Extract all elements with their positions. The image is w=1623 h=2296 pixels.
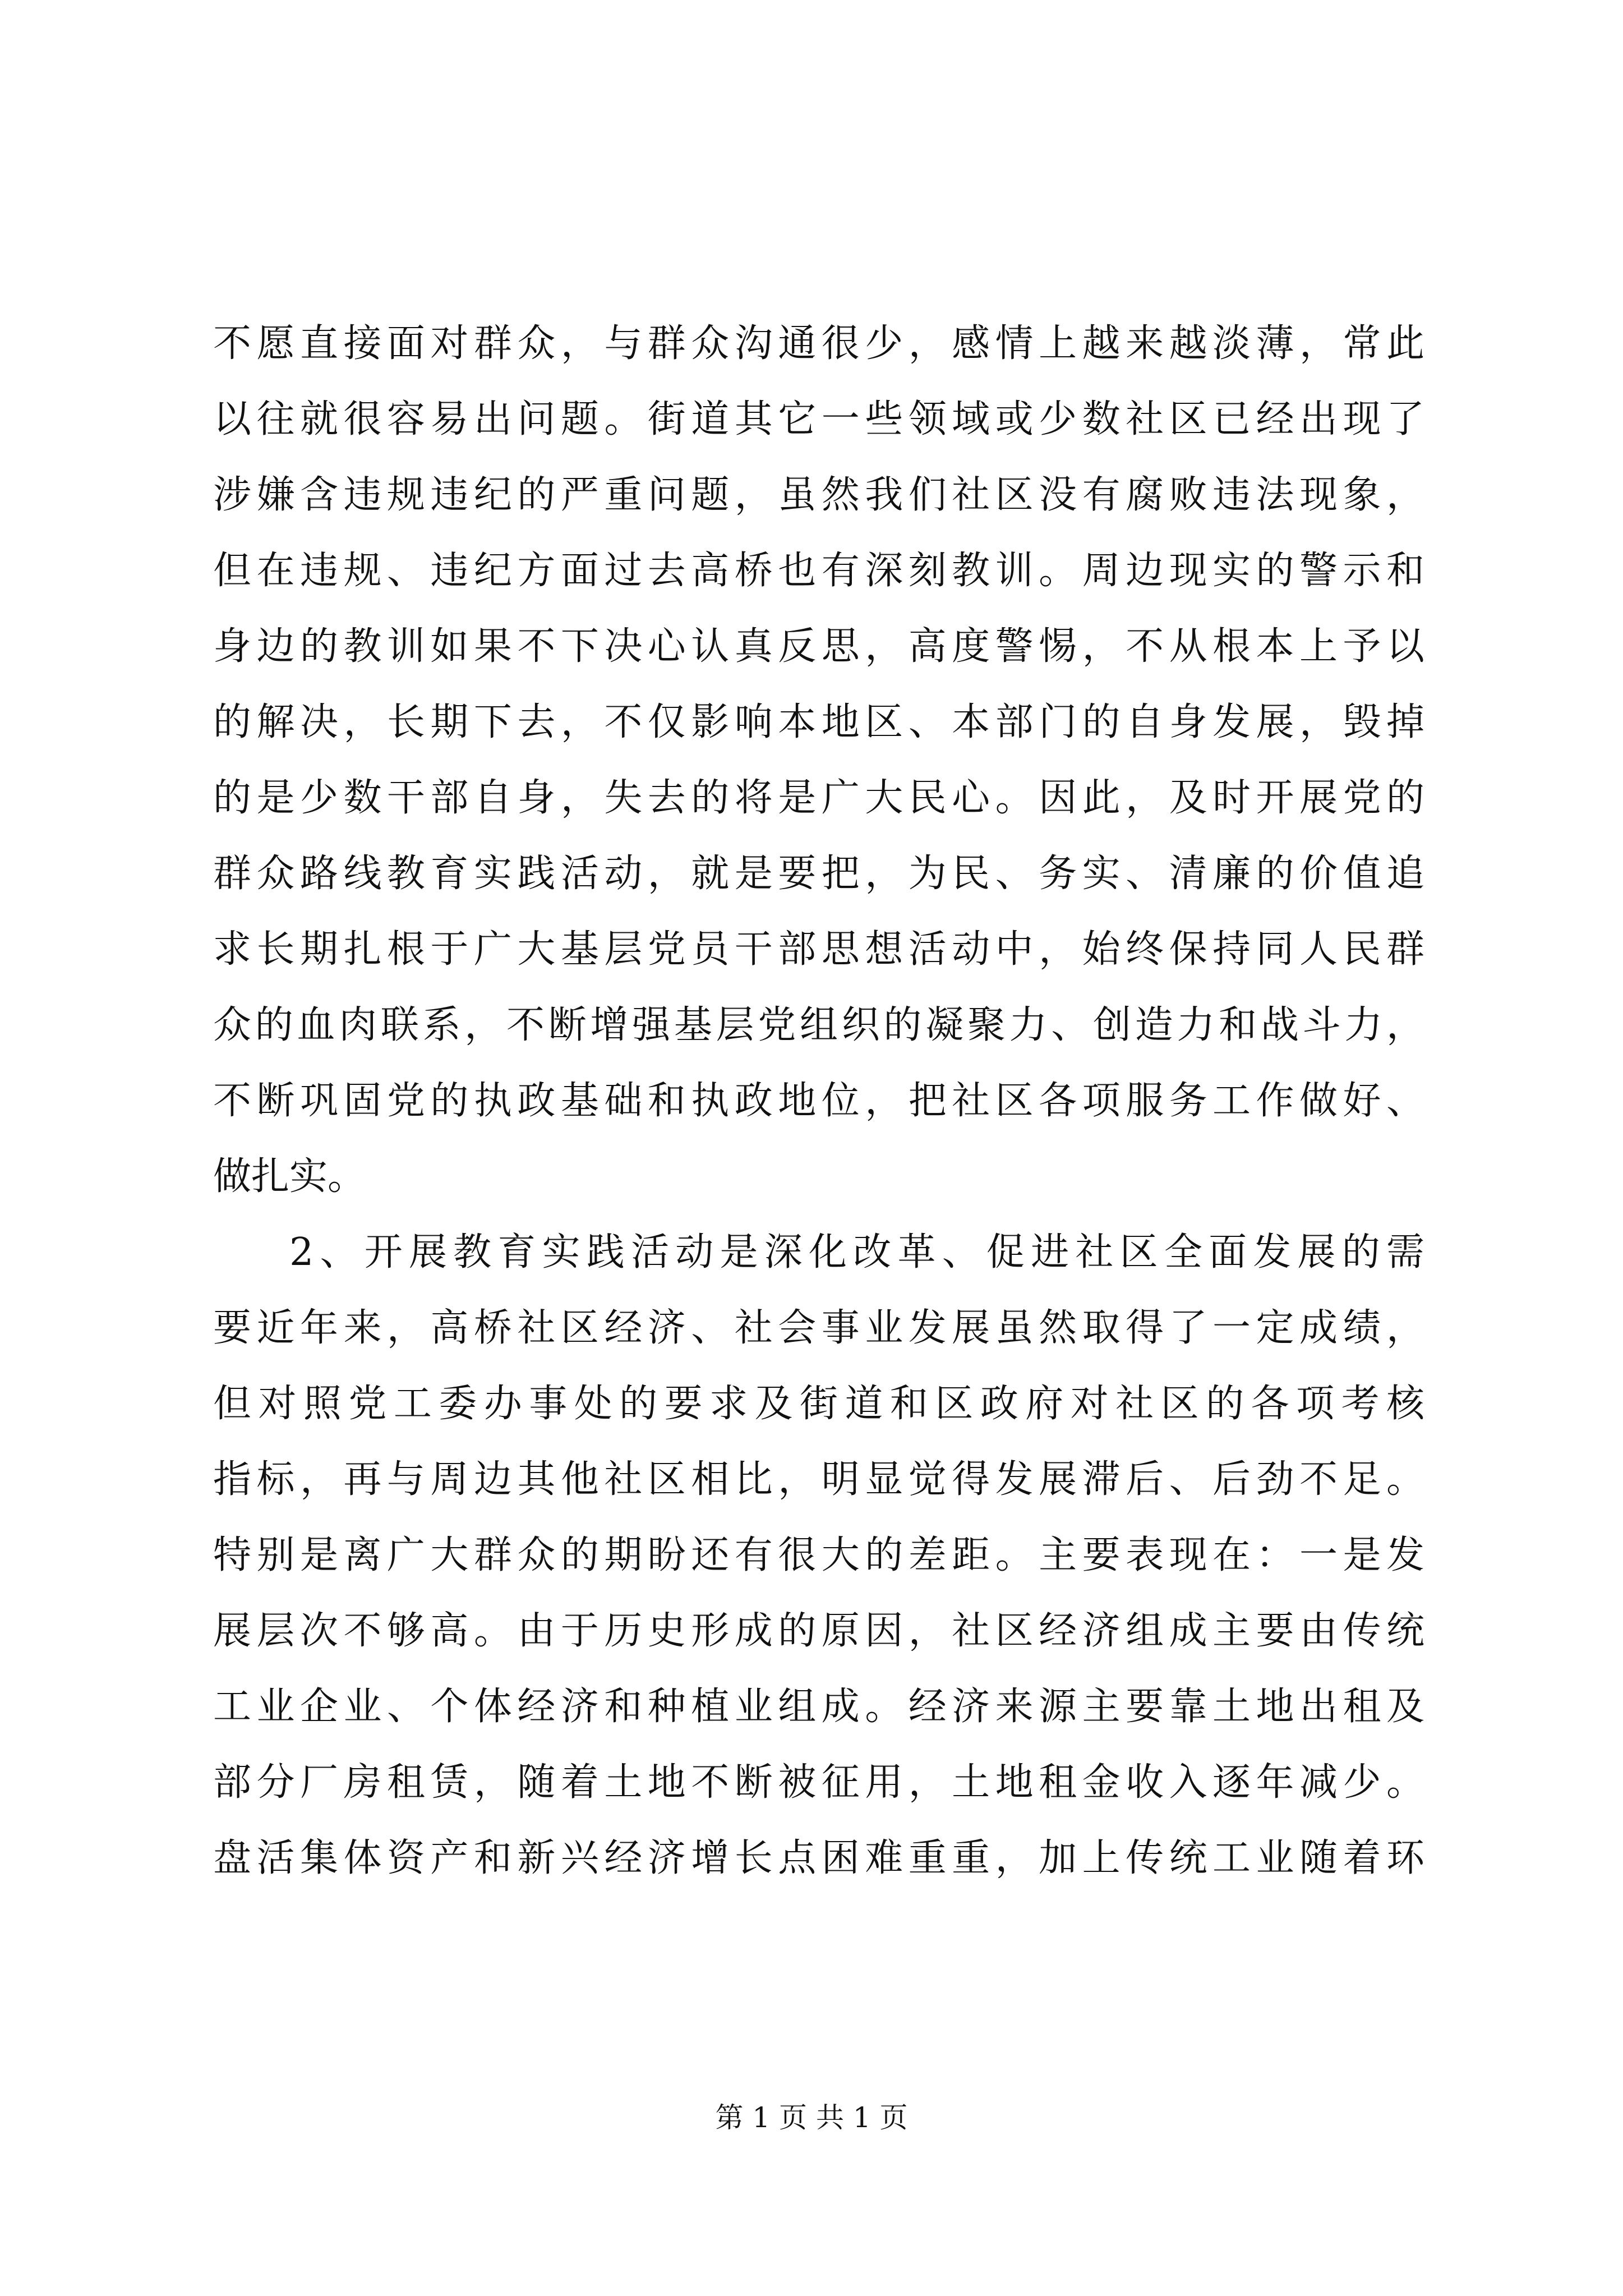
text-line: 不愿直接面对群众，与群众沟通很少，感情上越来越淡薄，常此 [213, 321, 1424, 366]
document-body [213, 306, 1424, 1896]
text-line: 但对照党工委办事处的要求及街道和区政府对社区的各项考核 [213, 1382, 1424, 1426]
text-line: 做扎实。 [213, 1154, 366, 1199]
text-line: 盘活集体资产和新兴经济增长点困难重重，加上传统工业随着环 [213, 1836, 1424, 1880]
text-line: 的解决，长期下去，不仅影响本地区、本部门的自身发展，毁掉 [213, 700, 1424, 744]
text-line: 要近年来，高桥社区经济、社会事业发展虽然取得了一定成绩， [213, 1306, 1424, 1350]
text-line: 工业企业、个体经济和种植业组成。经济来源主要靠土地出租及 [213, 1685, 1424, 1729]
text-line: 但在违规、违纪方面过去高桥也有深刻教训。周边现实的警示和 [213, 549, 1424, 593]
text-line: 特别是离广大群众的期盼还有很大的差距。主要表现在：一是发 [213, 1533, 1424, 1577]
text-line: 指标，再与周边其他社区相比，明显觉得发展滞后、后劲不足。 [213, 1457, 1424, 1502]
text-line: 不断巩固党的执政基础和执政地位，把社区各项服务工作做好、 [213, 1079, 1424, 1123]
text-line: 以往就很容易出问题。街道其它一些领域或少数社区已经出现了 [213, 397, 1424, 441]
page-number-footer: 第 1 页 共 1 页 [715, 2101, 908, 2134]
text-line: 众的血肉联系，不断增强基层党组织的凝聚力、创造力和战斗力， [213, 1003, 1424, 1047]
paragraph-first-line: 2、开展教育实践活动是深化改革、促进社区全面发展的需 [289, 1230, 1424, 1274]
text-line: 涉嫌含违规违纪的严重问题，虽然我们社区没有腐败违法现象， [213, 473, 1424, 517]
text-line: 的是少数干部自身，失去的将是广大民心。因此，及时开展党的 [213, 776, 1424, 820]
text-line: 展层次不够高。由于历史形成的原因，社区经济组成主要由传统 [213, 1609, 1424, 1653]
text-line: 群众路线教育实践活动，就是要把，为民、务实、清廉的价值追 [213, 852, 1424, 896]
text-line: 求长期扎根于广大基层党员干部思想活动中，始终保持同人民群 [213, 927, 1424, 972]
text-line: 身边的教训如果不下决心认真反思，高度警惕，不从根本上予以 [213, 624, 1424, 669]
text-line: 部分厂房租赁，随着土地不断被征用，土地租金收入逐年减少。 [213, 1760, 1424, 1805]
